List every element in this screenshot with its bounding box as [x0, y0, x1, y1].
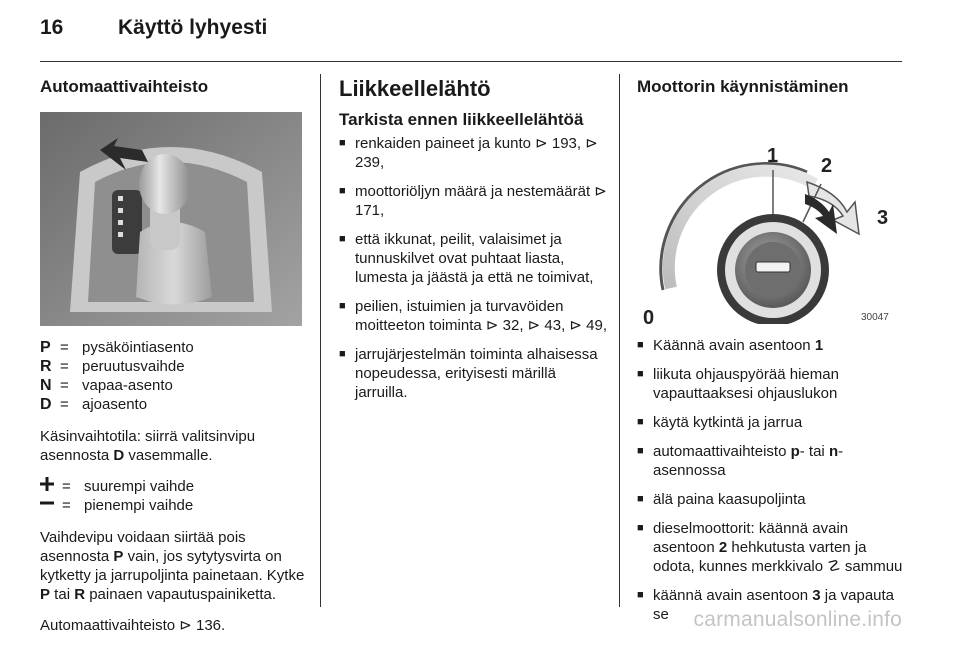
legend-text: vapaa-asento	[82, 377, 173, 394]
gear-selector-illustration	[40, 112, 302, 326]
list-item	[339, 345, 607, 402]
list-item	[637, 442, 905, 480]
text-run: 136.	[191, 617, 226, 634]
legend-row-minus	[40, 496, 308, 515]
legend-key: N	[40, 377, 52, 394]
section-heading-starting: Liikkeellelähtö	[339, 76, 491, 101]
watermark: carmanualsonline.info	[693, 608, 902, 631]
list-item	[339, 182, 607, 220]
key-letter: P	[40, 586, 51, 603]
text-run: sammuu	[840, 558, 903, 575]
list-item-text: peilien, istuimien ja turvavöiden moitteeton toiminta ⊳ 32, ⊳ 43, ⊳ 49,	[355, 298, 607, 334]
text-run: automaattivaihteisto	[653, 443, 791, 460]
column-engine-start	[637, 76, 905, 634]
reference-arrow-icon: ⊳	[179, 617, 192, 634]
text-run: hehkutusta varten ja odota, kunnes merkkivalo	[653, 539, 867, 575]
legend-row-r	[40, 357, 308, 376]
legend-key: D	[40, 396, 52, 413]
ignition-dial-figure	[637, 112, 899, 324]
legend-row-d	[40, 395, 308, 414]
key-letter: 3	[812, 587, 821, 604]
key-letter: 1	[814, 337, 824, 354]
legend-text: suurempi vaihde	[84, 478, 195, 495]
list-item-text: että ikkunat, peilit, valaisimet ja tunnuskilvet ovat puhtaat liasta, lumesta ja jäästä ja että ne toimivat,	[355, 231, 594, 286]
text-run: älä paina kaasupoljinta	[653, 491, 806, 508]
manual-mode-text	[40, 427, 308, 465]
column-divider-1	[320, 74, 321, 607]
column-automatic-transmission	[40, 76, 308, 647]
manual-shift-legend	[40, 477, 308, 515]
header-rule	[40, 61, 902, 62]
dial-position-0: 0	[643, 307, 655, 324]
list-item-text: renkaiden paineet ja kunto ⊳ 193, ⊳ 239,	[355, 135, 598, 171]
minus-icon	[40, 496, 62, 515]
text-run: tai	[50, 586, 75, 603]
list-item	[339, 230, 607, 287]
legend-equals: =	[60, 396, 69, 413]
legend-text: pysäköintiasento	[82, 339, 194, 356]
text-run: ja vapauta se	[653, 587, 895, 623]
page-title: Käyttö lyhyesti	[118, 16, 268, 39]
page-number: 16	[40, 16, 64, 39]
dial-position-3: 3	[877, 207, 889, 229]
list-item-text: moottoriöljyn määrä ja nestemäärät ⊳ 171,	[355, 183, 607, 219]
text-run: Käsinvaihtotila: siirrä valitsinvipu asennosta	[40, 428, 256, 464]
legend-row-plus	[40, 477, 308, 496]
list-item	[637, 519, 905, 576]
legend-key: P	[40, 339, 51, 356]
key-letter: R	[74, 586, 86, 603]
text-run: käytä kytkintä ja jarrua	[653, 414, 803, 431]
text-run: liikuta ohjauspyörää hieman vapauttaaksesi ohjauslukon	[653, 366, 839, 402]
list-item	[339, 134, 607, 172]
ignition-switch-illustration	[637, 112, 899, 324]
text-run: -asennossa	[653, 443, 844, 479]
key-letter: p	[790, 443, 800, 460]
gear-selector-photo	[40, 112, 302, 326]
text-run: dieselmoottorit: käännä avain asentoon	[653, 520, 849, 556]
list-item	[339, 297, 607, 335]
list-item	[637, 336, 905, 355]
subheading-check: Tarkista ennen liikkeellelähtöä	[339, 110, 584, 129]
legend-row-p	[40, 338, 308, 357]
text-run: vain, jos sytytysvirta on kytketty ja jarrupoljinta painetaan. Kytke	[40, 548, 305, 584]
legend-equals: =	[60, 377, 69, 394]
legend-equals: =	[62, 497, 71, 514]
dial-position-1: 1	[767, 145, 779, 167]
column-divider-2	[619, 74, 620, 607]
key-letter: n	[828, 443, 839, 460]
page-reference[interactable]	[40, 616, 308, 635]
page-header	[0, 0, 960, 62]
column-starting-off	[339, 76, 607, 412]
list-item	[637, 490, 905, 509]
legend-text: peruutusvaihde	[82, 358, 185, 375]
text-run: Käännä avain asentoon	[653, 337, 815, 354]
release-button-text	[40, 528, 308, 604]
legend-text: pienempi vaihde	[84, 497, 194, 514]
list-item-text: jarrujärjestelmän toiminta alhaisessa nopeudessa, erityisesti märillä jarruilla.	[355, 346, 598, 401]
legend-equals: =	[62, 478, 71, 495]
check-list	[339, 134, 607, 402]
section-heading-engine: Moottorin käynnistäminen	[637, 77, 849, 96]
legend-row-n	[40, 376, 308, 395]
legend-text: ajoasento	[82, 396, 148, 413]
text-run: Automaattivaihteisto	[40, 617, 180, 634]
key-letter: 2	[718, 539, 728, 556]
legend-equals: =	[60, 339, 69, 356]
legend-equals: =	[60, 358, 69, 375]
dial-position-2: 2	[821, 155, 833, 177]
figure-code: 30047	[861, 312, 889, 323]
section-heading-automatic: Automaattivaihteisto	[40, 77, 209, 96]
text-run: vasemmalle.	[124, 447, 213, 464]
list-item	[637, 413, 905, 432]
list-item	[637, 365, 905, 403]
start-steps-list	[637, 336, 905, 624]
text-run: - tai	[799, 443, 829, 460]
legend-key: R	[40, 358, 52, 375]
key-letter: P	[113, 548, 124, 565]
text-run: painaen vapautuspainiketta.	[85, 586, 277, 603]
key-letter: D	[113, 447, 125, 464]
text-run: käännä avain asentoon	[653, 587, 813, 604]
glow-plug-icon: ☡	[827, 558, 841, 575]
plus-icon	[40, 477, 62, 496]
text-run: Vaihdevipu voidaan siirtää pois asennosta	[40, 529, 246, 565]
gear-position-legend	[40, 338, 308, 414]
